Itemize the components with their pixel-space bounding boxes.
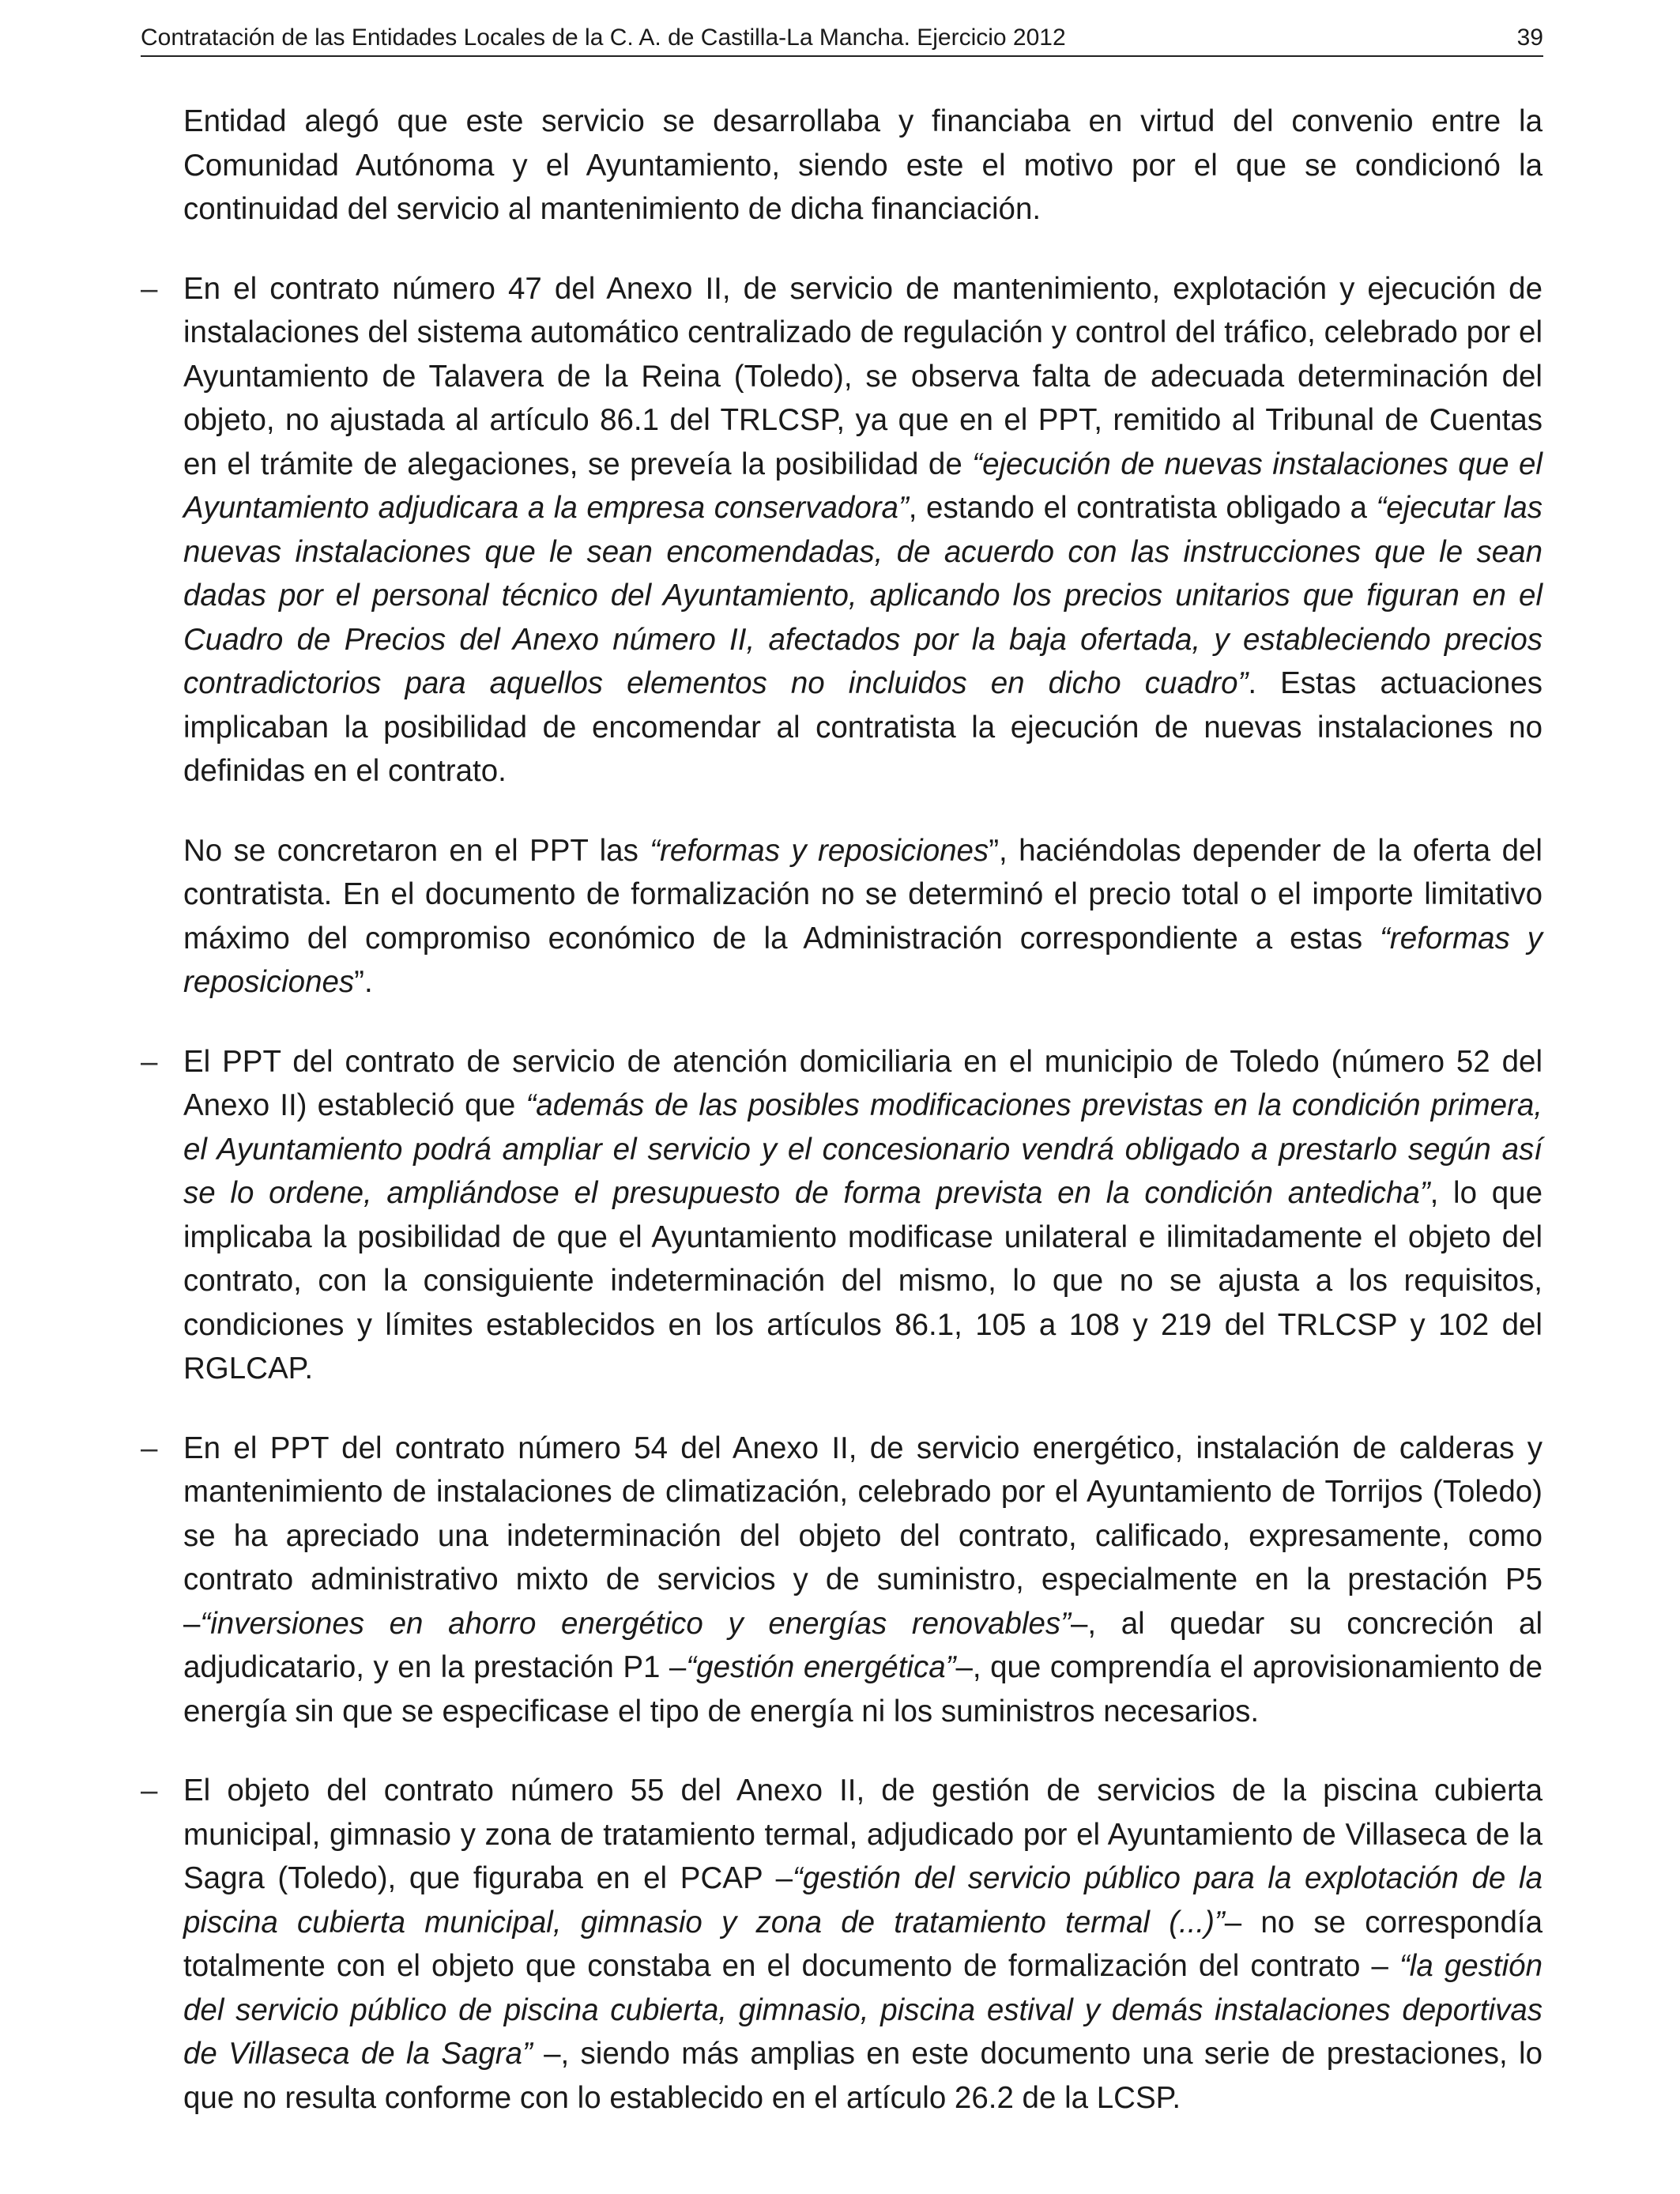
paragraph-text: El objeto del contrato número 55 del Anexo II, de gestión de servicios de la piscina cubierta municipal, gimnasio y zona de tratamiento termal, adjudicado por el Ayuntamiento de Villaseca de la Sagra (Toledo), que figuraba en el PCAP –	[183, 1774, 1543, 1895]
paragraph-text: , estando el contratista obligado a	[908, 491, 1377, 525]
paragraph-text: –, siendo más amplias en este documento una serie de prestaciones, lo que no resulta conforme con lo establecido en el artículo 26.2 de la LCSP.	[183, 2037, 1543, 2115]
bullet-paragraph	[183, 1769, 1543, 2120]
paragraph-text: , lo que implicaba la posibilidad de que el Ayuntamiento modificase unilateral e ilimitadamente el objeto del contrato, con la consiguiente indeterminación del mismo, lo que no se ajusta a los requisitos, condiciones y límites establecidos en los artículos 86.1, 105 a 108 y 219 del TRLCSP y 102 del RGLCAP.	[183, 1176, 1543, 1385]
quoted-text: “gestión energética”	[686, 1650, 956, 1684]
quoted-text: “ejecutar las nuevas instalaciones que le sean encomendadas, de acuerdo con las instrucciones que le sean dadas por el personal técnico del Ayuntamiento, aplicando los precios unitarios que figuran en el Cuadro de Precios del Anexo número II, afectados por la baja ofertada, y estableciendo precios contradictorios para aquellos elementos no incluidos en dicho cuadro”	[183, 491, 1543, 700]
bullet-paragraph	[183, 1427, 1543, 1734]
quoted-text: “inversiones en ahorro energético y energías renovables”	[200, 1606, 1071, 1641]
page-header	[141, 21, 1543, 57]
paragraph	[183, 100, 1543, 232]
paragraph-text: En el contrato número 47 del Anexo II, de servicio de mantenimiento, explotación y ejecución de instalaciones del sistema automático centralizado de regulación y control del tráfico, celebrado por el Ayuntamiento de Talavera de la Reina (Toledo), se observa falta de adecuada determinación del objeto, no ajustada al artículo 86.1 del TRLCSP, ya que en el PPT, remitido al Tribunal de Cuentas en el trámite de alegaciones, se preveía la posibilidad de	[183, 271, 1543, 481]
document-body	[183, 100, 1543, 2155]
paragraph-text: No se concretaron en el PPT las	[183, 833, 650, 868]
bullet-paragraph	[183, 267, 1543, 794]
paragraph-text: ”.	[354, 965, 373, 999]
paragraph-text: ”, haciéndolas depender de la oferta del contratista. En el documento de formalización no se determinó el precio total o el importe limitativo máximo del compromiso económico de la Administración correspondiente a estas	[183, 833, 1543, 956]
page-number: 39	[1516, 25, 1543, 51]
paragraph-text: – no se correspondía totalmente con el objeto que constaba en el documento de formalización del contrato –	[183, 1905, 1543, 1983]
bullet-paragraph	[183, 1040, 1543, 1391]
paragraph-text: . Estas actuaciones implicaban la posibilidad de encomendar al contratista la ejecución de nuevas instalaciones no definidas en el contrato.	[183, 666, 1543, 788]
paragraph-text: –, al quedar su concreción al adjudicatario, y en la prestación P1 –	[183, 1606, 1543, 1684]
paragraph-text: El PPT del contrato de servicio de atención domiciliaria en el municipio de Toledo (número 52 del Anexo II) estableció que	[183, 1044, 1543, 1122]
paragraph-text: –, que comprendía el aprovisionamiento de energía sin que se especificase el tipo de energía ni los suministros necesarios.	[183, 1650, 1543, 1728]
quoted-text: “reformas y reposiciones	[650, 833, 989, 868]
quoted-text: “la gestión del servicio público de piscina cubierta, gimnasio, piscina estival y demás instalaciones deportivas de Villaseca de la Sagra”	[183, 1949, 1543, 2071]
quoted-text: “gestión del servicio público para la explotación de la piscina cubierta municipal, gimnasio y zona de tratamiento termal (...)”	[183, 1861, 1543, 1940]
quoted-text: “reformas y reposiciones	[183, 921, 1543, 999]
running-header-title: Contratación de las Entidades Locales de la C. A. de Castilla-La Mancha. Ejercicio 2012	[141, 25, 1066, 51]
paragraph-text: Entidad alegó que este servicio se desarrollaba y financiaba en virtud del convenio entre la Comunidad Autónoma y el Ayuntamiento, siendo este el motivo por el que se condicionó la continuidad del servicio al mantenimiento de dicha financiación.	[183, 104, 1543, 226]
quoted-text: “además de las posibles modificaciones previstas en la condición primera, el Ayuntamiento podrá ampliar el servicio y el concesionario vendrá obligado a prestarlo según así se lo ordene, ampliándose el presupuesto de forma prevista en la condición antedicha”	[183, 1088, 1543, 1210]
paragraph-text: En el PPT del contrato número 54 del Anexo II, de servicio energético, instalación de calderas y mantenimiento de instalaciones de climatización, celebrado por el Ayuntamiento de Torrijos (Toledo) se ha apreciado una indeterminación del objeto del contrato, calificado, expresamente, como contrato administrativo mixto de servicios y de suministro, especialmente en la prestación P5 –	[183, 1431, 1543, 1641]
paragraph	[183, 829, 1543, 1005]
quoted-text: “ejecución de nuevas instalaciones que el Ayuntamiento adjudicara a la empresa conservadora”	[183, 447, 1543, 525]
